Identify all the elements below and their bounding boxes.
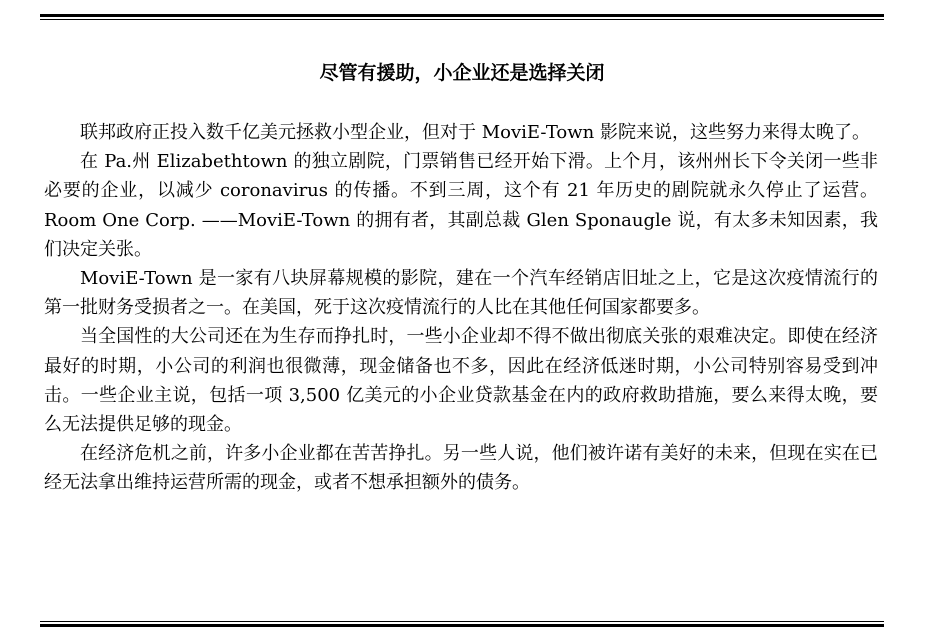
bottom-double-rule [40,621,884,627]
article-body [44,118,878,498]
paragraph: 联邦政府正投入数千亿美元拯救小型企业，但对于 MoviE-Town 影院来说，这些努力来得太晚了。 [80,122,870,143]
paragraph: 在 Pa.州 Elizabethtown 的独立剧院，门票销售已经开始下滑。上个月，该州州长下令关闭一些非必要的企业，以减少 coronavirus 的传播。不到三周，这个有 21 年历史的剧院就永久停止了运营。Room One Corp. ——MoviE-Town 的拥有者，其副总裁 Glen Sponaugle 说，有太多未知因素，我们决定关张。 [44,151,878,260]
paragraph: 当全国性的大公司还在为生存而挣扎时，一些小企业却不得不做出彻底关张的艰难决定。即使在经济最好的时期，小公司的利润也很微薄，现金储备也不多，因此在经济低迷时期，小公司特别容易受到冲击。一些企业主说，包括一项 3,500 亿美元的小企业贷款基金在内的政府救助措施，要么来得太晚，要么无法提供足够的现金。 [44,326,878,436]
paragraph: 在经济危机之前，许多小企业都在苦苦挣扎。另一些人说，他们被许诺有美好的未来，但现在实在已经无法拿出维持运营所需的现金，或者不想承担额外的债务。 [44,443,878,494]
paragraph: MoviE-Town 是一家有八块屏幕规模的影院，建在一个汽车经销店旧址之上，它是这次疫情流行的第一批财务受损者之一。在美国，死于这次疫情流行的人比在其他任何国家都要多。 [44,268,878,319]
article-title: 尽管有援助，小企业还是选择关闭 [319,62,605,84]
top-double-rule [40,14,884,20]
